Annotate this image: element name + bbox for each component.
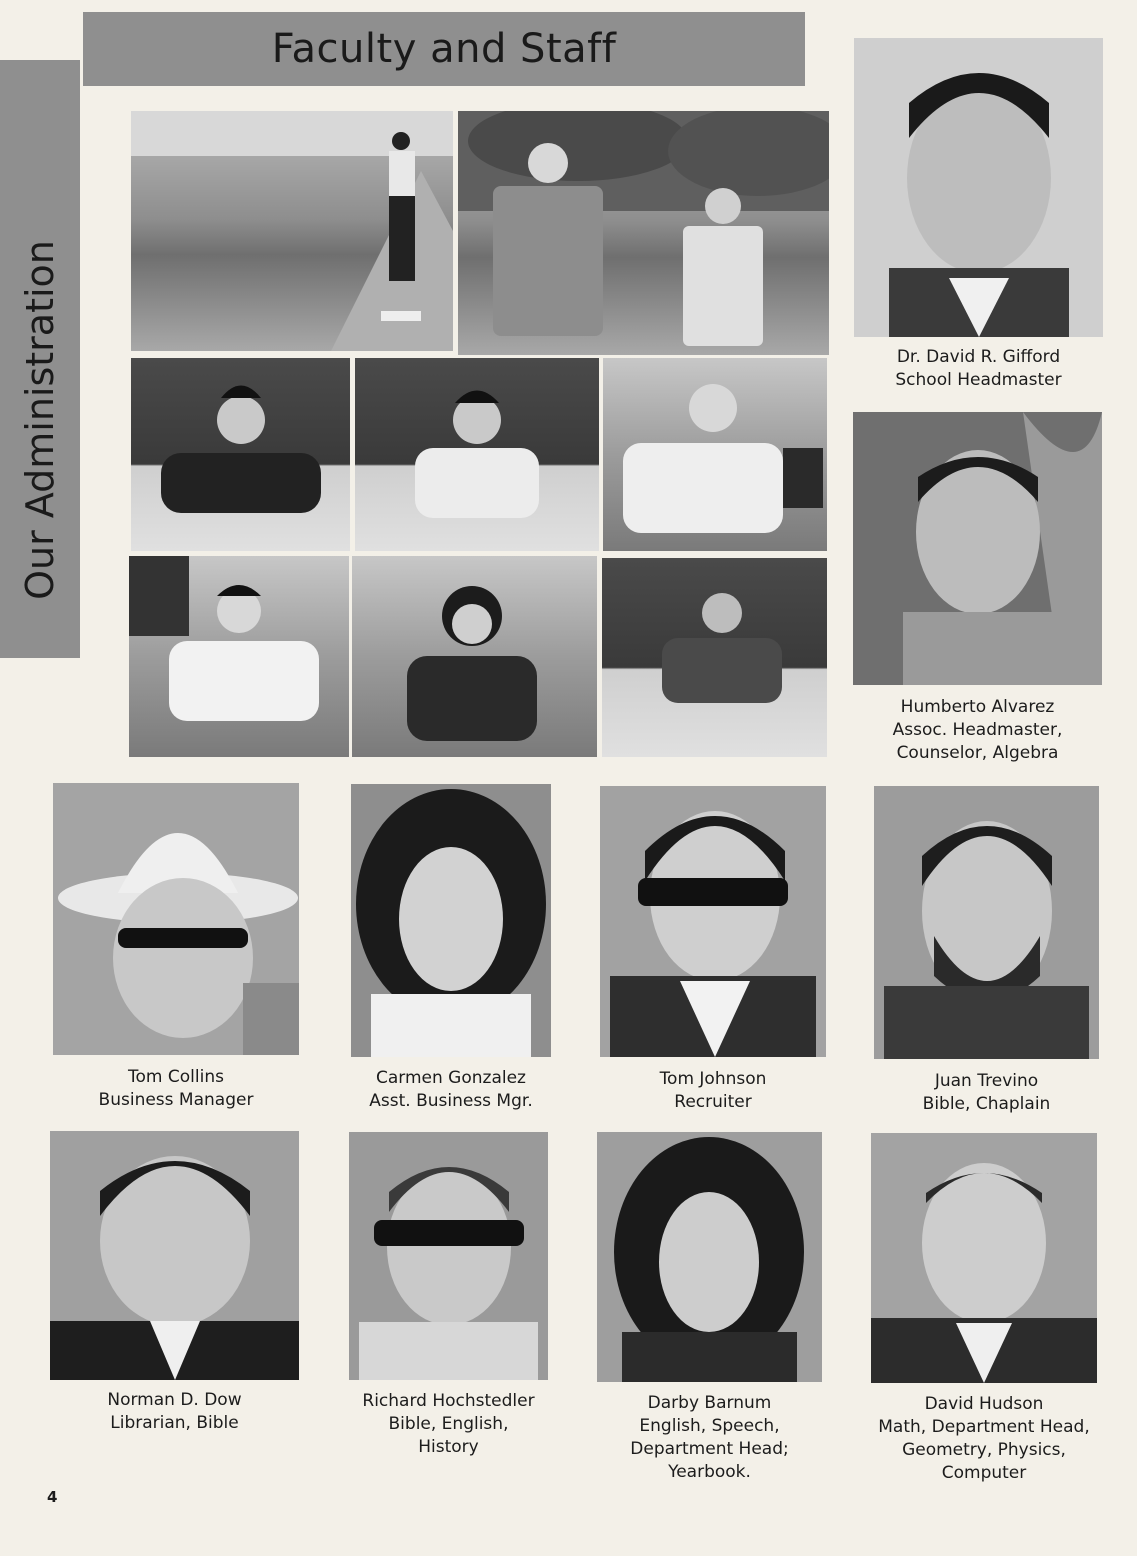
staff-role: Asst. Business Mgr. bbox=[369, 1091, 533, 1111]
portrait-trevino bbox=[874, 786, 1099, 1059]
caption-trevino bbox=[874, 1070, 1099, 1116]
portrait-barnum bbox=[597, 1132, 822, 1382]
candid-photo-desk-1 bbox=[131, 358, 350, 551]
staff-name: David Hudson bbox=[924, 1394, 1044, 1414]
caption-alvarez bbox=[853, 696, 1102, 765]
section-label: Our Administration bbox=[18, 240, 62, 600]
staff-role: Assoc. Headmaster, bbox=[892, 720, 1063, 740]
page-number: 4 bbox=[47, 1488, 58, 1506]
caption-dow bbox=[50, 1389, 299, 1435]
staff-name: Juan Trevino bbox=[934, 1071, 1039, 1091]
side-band bbox=[0, 60, 80, 658]
portrait-collins bbox=[53, 783, 299, 1055]
staff-role: History bbox=[418, 1437, 479, 1457]
staff-name: Richard Hochstedler bbox=[362, 1391, 535, 1411]
staff-name: Humberto Alvarez bbox=[900, 697, 1055, 717]
portrait-dow bbox=[50, 1131, 299, 1380]
caption-collins bbox=[53, 1066, 299, 1112]
staff-role: School Headmaster bbox=[895, 370, 1062, 390]
staff-role: Recruiter bbox=[674, 1092, 752, 1112]
staff-role: Math, Department Head, bbox=[878, 1417, 1090, 1437]
portrait-hochstedler bbox=[349, 1132, 548, 1380]
staff-role: Counselor, Algebra bbox=[896, 743, 1059, 763]
staff-role: Geometry, Physics, bbox=[902, 1440, 1066, 1460]
caption-barnum bbox=[592, 1392, 827, 1484]
staff-role: English, Speech, bbox=[639, 1416, 780, 1436]
staff-role: Department Head; bbox=[630, 1439, 789, 1459]
page-title: Faculty and Staff bbox=[271, 26, 617, 72]
staff-name: Norman D. Dow bbox=[107, 1390, 242, 1410]
caption-hochstedler bbox=[334, 1390, 563, 1459]
candid-photo-desk-4 bbox=[129, 556, 349, 757]
staff-name: Tom Johnson bbox=[659, 1069, 767, 1089]
candid-photo-desk-2 bbox=[355, 358, 599, 551]
staff-role: Bible, English, bbox=[388, 1414, 509, 1434]
caption-johnson bbox=[600, 1068, 826, 1114]
staff-role: Business Manager bbox=[98, 1090, 254, 1110]
caption-gifford bbox=[854, 346, 1103, 392]
portrait-alvarez bbox=[853, 412, 1102, 685]
caption-hudson bbox=[856, 1393, 1112, 1485]
candid-photo-desk-5 bbox=[352, 556, 597, 757]
candid-photo-campus bbox=[458, 111, 829, 355]
staff-name: Darby Barnum bbox=[647, 1393, 772, 1413]
staff-name: Dr. David R. Gifford bbox=[896, 347, 1061, 367]
portrait-gifford bbox=[854, 38, 1103, 337]
caption-gonzalez bbox=[341, 1067, 561, 1113]
portrait-johnson bbox=[600, 786, 826, 1057]
staff-name: Carmen Gonzalez bbox=[376, 1068, 526, 1088]
portrait-hudson bbox=[871, 1133, 1097, 1383]
staff-role: Librarian, Bible bbox=[110, 1413, 239, 1433]
staff-role: Computer bbox=[941, 1463, 1027, 1483]
candid-photo-field bbox=[131, 111, 453, 351]
staff-role: Bible, Chaplain bbox=[922, 1094, 1051, 1114]
staff-name: Tom Collins bbox=[128, 1067, 224, 1087]
staff-role: Yearbook. bbox=[668, 1462, 751, 1482]
title-band bbox=[83, 12, 805, 86]
candid-photo-desk-3 bbox=[603, 358, 827, 551]
candid-photo-desk-6 bbox=[602, 558, 827, 757]
portrait-gonzalez bbox=[351, 784, 551, 1057]
